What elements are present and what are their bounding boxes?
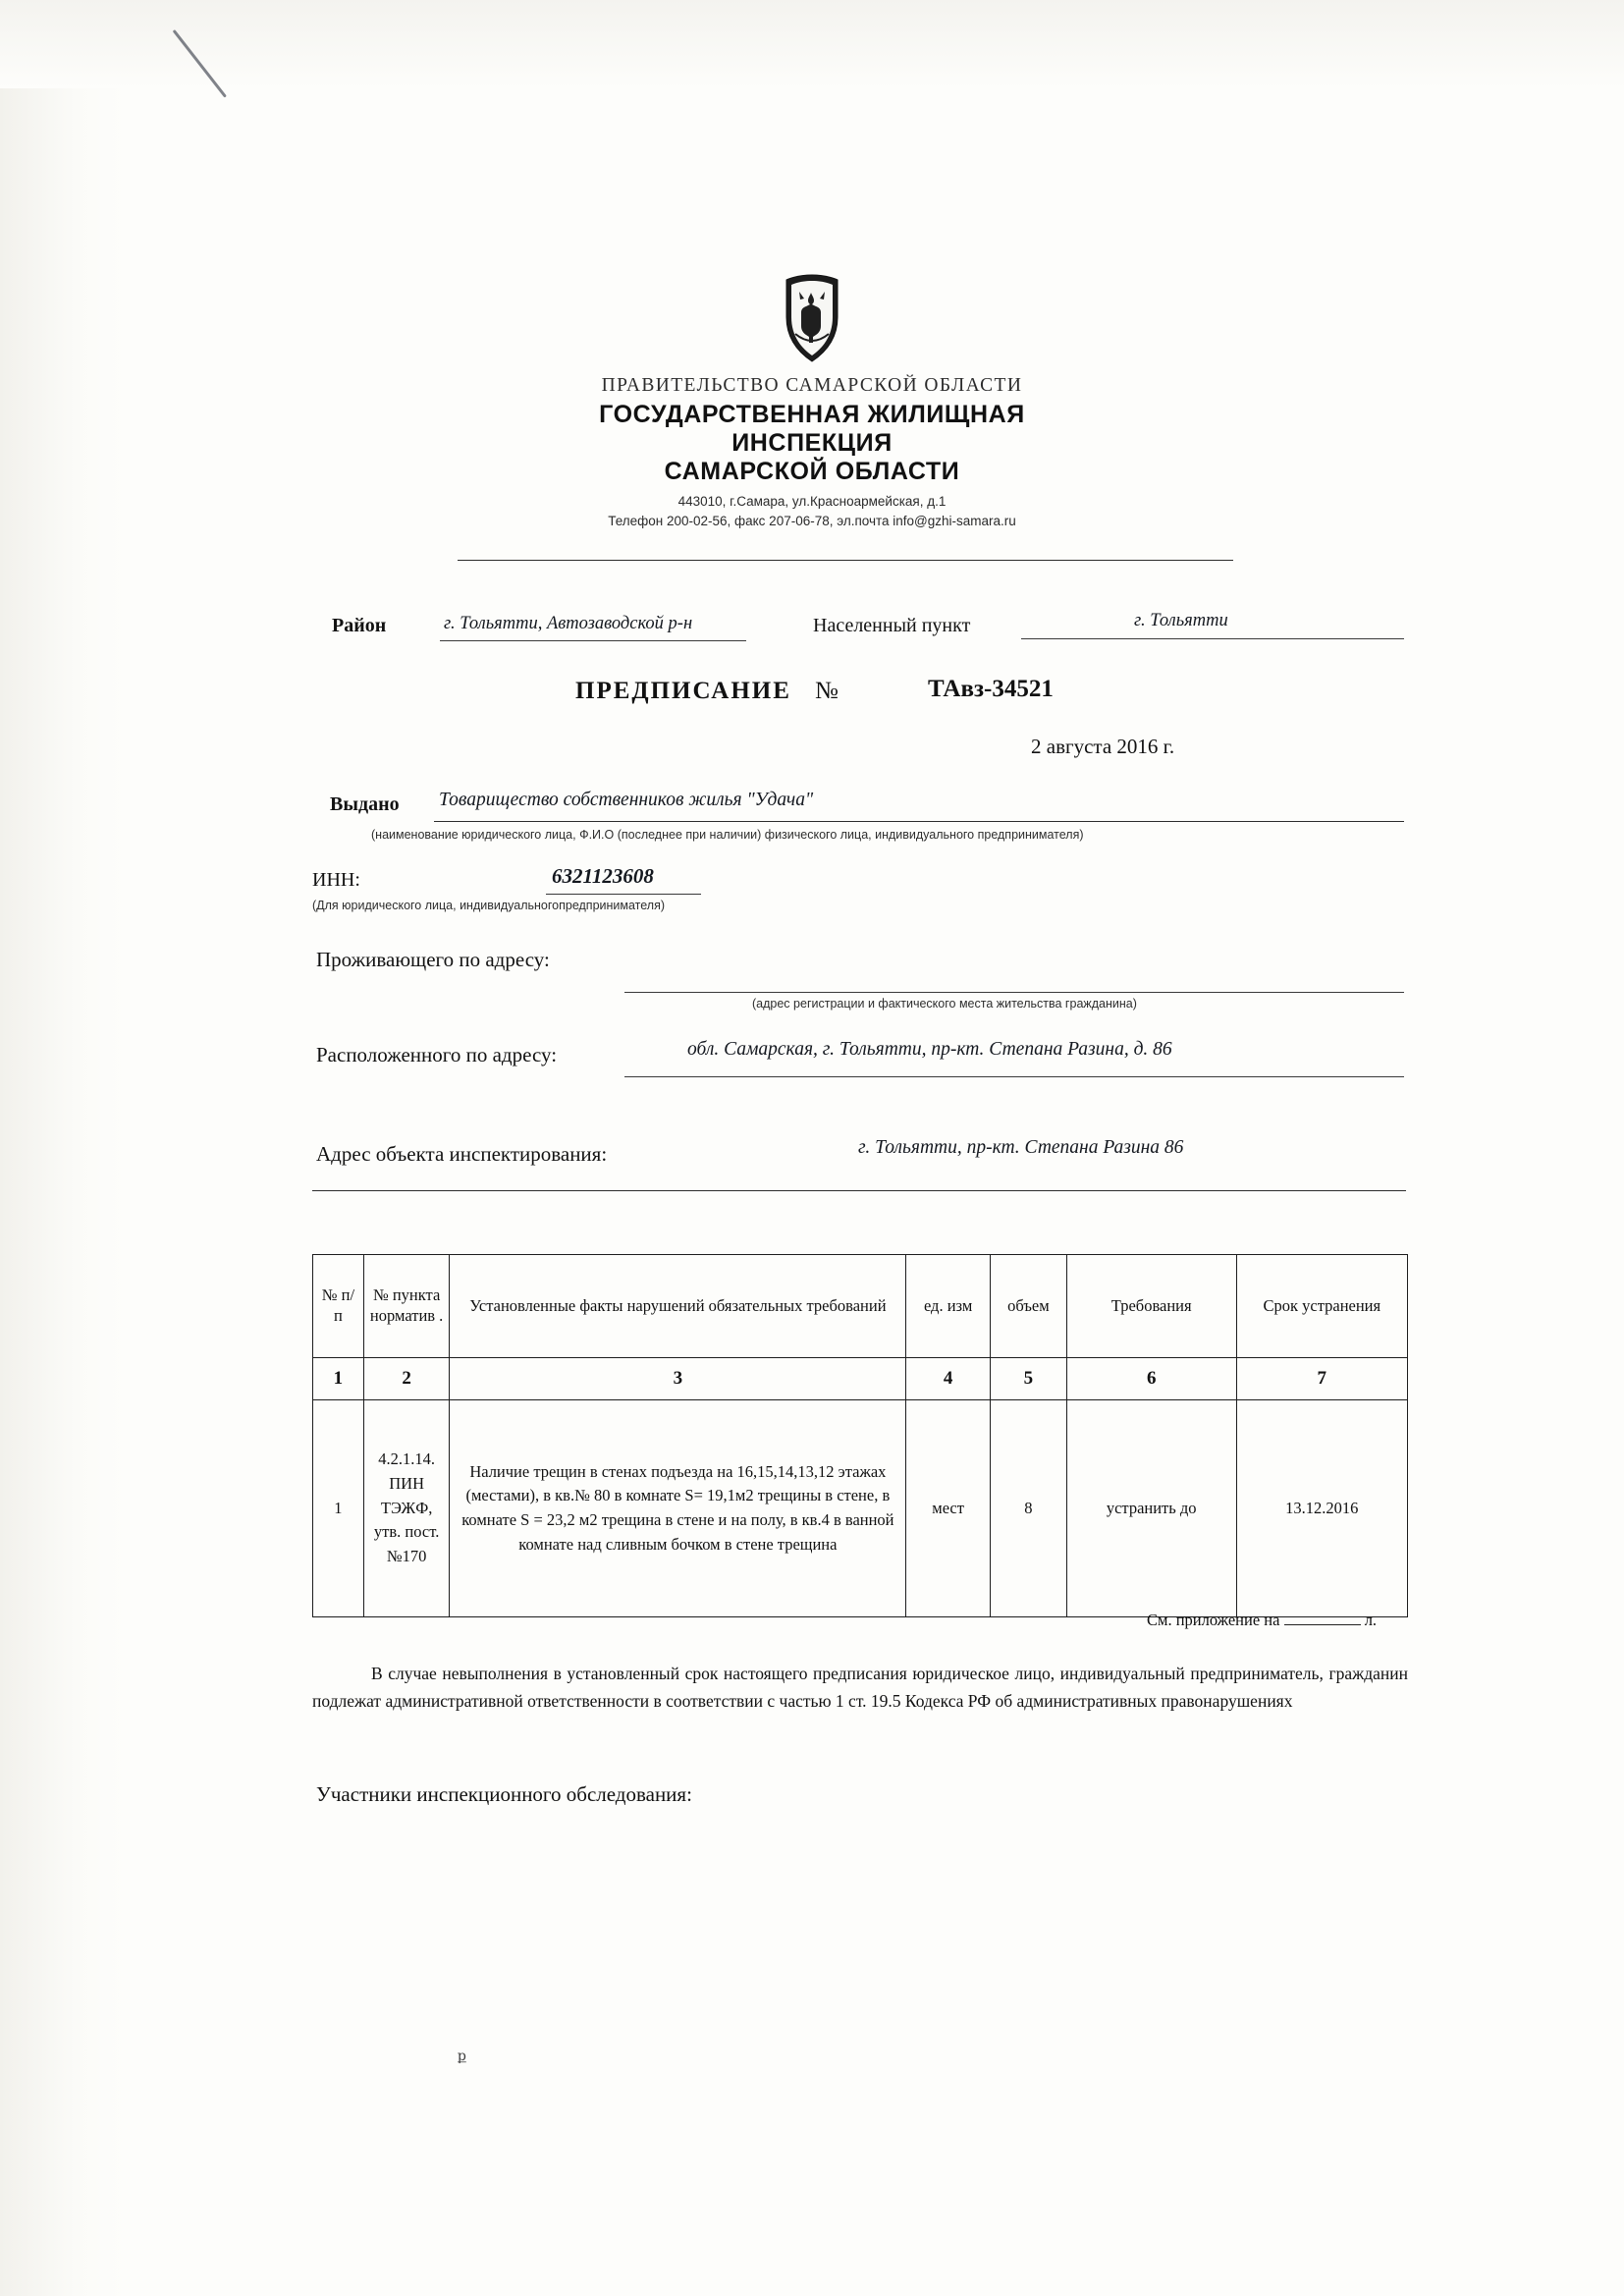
cell-norm: 4.2.1.14. ПИН ТЭЖФ, утв. пост. №170 bbox=[363, 1400, 450, 1617]
inspection-line-2: ИНСПЕКЦИЯ bbox=[731, 429, 893, 457]
th-unit: ед. изм bbox=[906, 1255, 991, 1358]
attachment-note bbox=[1147, 1611, 1377, 1630]
header-divider bbox=[458, 560, 1233, 561]
footer-pen-mark: ք bbox=[458, 2050, 466, 2064]
organization-address: 443010, г.Самара, ул.Красноармейская, д.1 bbox=[677, 494, 947, 509]
issued-label: Выдано bbox=[330, 793, 400, 815]
th-requirements: Требования bbox=[1066, 1255, 1236, 1358]
th-index: № п/п bbox=[313, 1255, 364, 1358]
issued-hint: (наименование юридического лица, Ф.И.О (последнее при наличии) физического лица, индивидуального предпринимателя) bbox=[371, 828, 1084, 842]
th-deadline: Срок устранения bbox=[1236, 1255, 1407, 1358]
district-underline bbox=[440, 640, 746, 641]
colnum-7: 7 bbox=[1236, 1358, 1407, 1400]
colnum-3: 3 bbox=[450, 1358, 906, 1400]
locality-value: г. Тольятти bbox=[1134, 611, 1228, 630]
document-date: 2 августа 2016 г. bbox=[1031, 735, 1175, 758]
participants-label: Участники инспекционного обследования: bbox=[316, 1782, 692, 1806]
residing-hint: (адрес регистрации и фактического места жительства гражданина) bbox=[752, 997, 1137, 1011]
locality-label: Населенный пункт bbox=[813, 615, 971, 636]
document-number: ТАвз-34521 bbox=[928, 676, 1054, 702]
cell-volume: 8 bbox=[990, 1400, 1066, 1617]
district-label: Район bbox=[332, 615, 387, 636]
district-value: г. Тольятти, Автозаводской р-н bbox=[444, 614, 693, 633]
inn-underline bbox=[546, 894, 701, 895]
locality-underline bbox=[1021, 638, 1404, 639]
colnum-6: 6 bbox=[1066, 1358, 1236, 1400]
cell-requirement: устранить до bbox=[1066, 1400, 1236, 1617]
issued-value: Товарищество собственников жилья "Удача" bbox=[439, 790, 814, 810]
residing-label: Проживающего по адресу: bbox=[316, 948, 550, 971]
warning-paragraph: В случае невыполнения в установленный срок настоящего предписания юридическое лицо, индивидуальный предприниматель, гражданин подлежат административной ответственности в соответствии с частью 1 ст. 19.5 Кодекса РФ об административных правонарушениях bbox=[312, 1664, 1408, 1712]
coat-of-arms-icon bbox=[779, 273, 845, 363]
table-header-row bbox=[313, 1255, 1408, 1358]
inn-value: 6321123608 bbox=[552, 864, 654, 888]
issued-underline bbox=[434, 821, 1404, 822]
residing-underline bbox=[624, 992, 1404, 993]
th-norm: № пункта норматив . bbox=[363, 1255, 450, 1358]
th-volume: объем bbox=[990, 1255, 1066, 1358]
violations-table bbox=[312, 1254, 1408, 1617]
located-value: обл. Самарская, г. Тольятти, пр-кт. Степана Разина, д. 86 bbox=[687, 1039, 1172, 1060]
table-column-numbers-row bbox=[313, 1358, 1408, 1400]
attachment-note-prefix: См. приложение на bbox=[1147, 1611, 1280, 1629]
located-label: Расположенного по адресу: bbox=[316, 1043, 558, 1066]
colnum-5: 5 bbox=[990, 1358, 1066, 1400]
located-underline bbox=[624, 1076, 1404, 1077]
government-line: ПРАВИТЕЛЬСТВО САМАРСКОЙ ОБЛАСТИ bbox=[601, 375, 1023, 396]
inspection-line-3: САМАРСКОЙ ОБЛАСТИ bbox=[664, 458, 960, 485]
inn-label: ИНН: bbox=[312, 869, 360, 891]
number-sign: № bbox=[815, 678, 839, 704]
object-label: Адрес объекта инспектирования: bbox=[316, 1142, 608, 1166]
object-value: г. Тольятти, пр-кт. Степана Разина 86 bbox=[858, 1137, 1184, 1158]
colnum-2: 2 bbox=[363, 1358, 450, 1400]
organization-contacts: Телефон 200-02-56, факс 207-06-78, эл.почта info@gzhi-samara.ru bbox=[608, 514, 1016, 528]
object-underline bbox=[312, 1190, 1406, 1191]
th-facts: Установленные факты нарушений обязательных требований bbox=[450, 1255, 906, 1358]
attachment-blank bbox=[1284, 1611, 1361, 1625]
document-title: ПРЕДПИСАНИЕ bbox=[575, 678, 791, 704]
colnum-4: 4 bbox=[906, 1358, 991, 1400]
inspection-line-1: ГОСУДАРСТВЕННАЯ ЖИЛИЩНАЯ bbox=[599, 401, 1025, 428]
inn-hint: (Для юридического лица, индивидуальногопредпринимателя) bbox=[312, 899, 666, 912]
colnum-1: 1 bbox=[313, 1358, 364, 1400]
table-row bbox=[313, 1400, 1408, 1617]
organization-header bbox=[0, 375, 1624, 528]
cell-deadline: 13.12.2016 bbox=[1236, 1400, 1407, 1617]
cell-index: 1 bbox=[313, 1400, 364, 1617]
cell-fact: Наличие трещин в стенах подъезда на 16,15,14,13,12 этажах (местами), в кв.№ 80 в комнате S= 19,1м2 трещины в стене, в комнате S = 23,2 м2 трещина в стене и на полу, в кв.4 в ванной комнате над сливным бочком в стене трещина bbox=[450, 1400, 906, 1617]
cell-unit: мест bbox=[906, 1400, 991, 1617]
attachment-note-suffix: л. bbox=[1364, 1611, 1378, 1629]
